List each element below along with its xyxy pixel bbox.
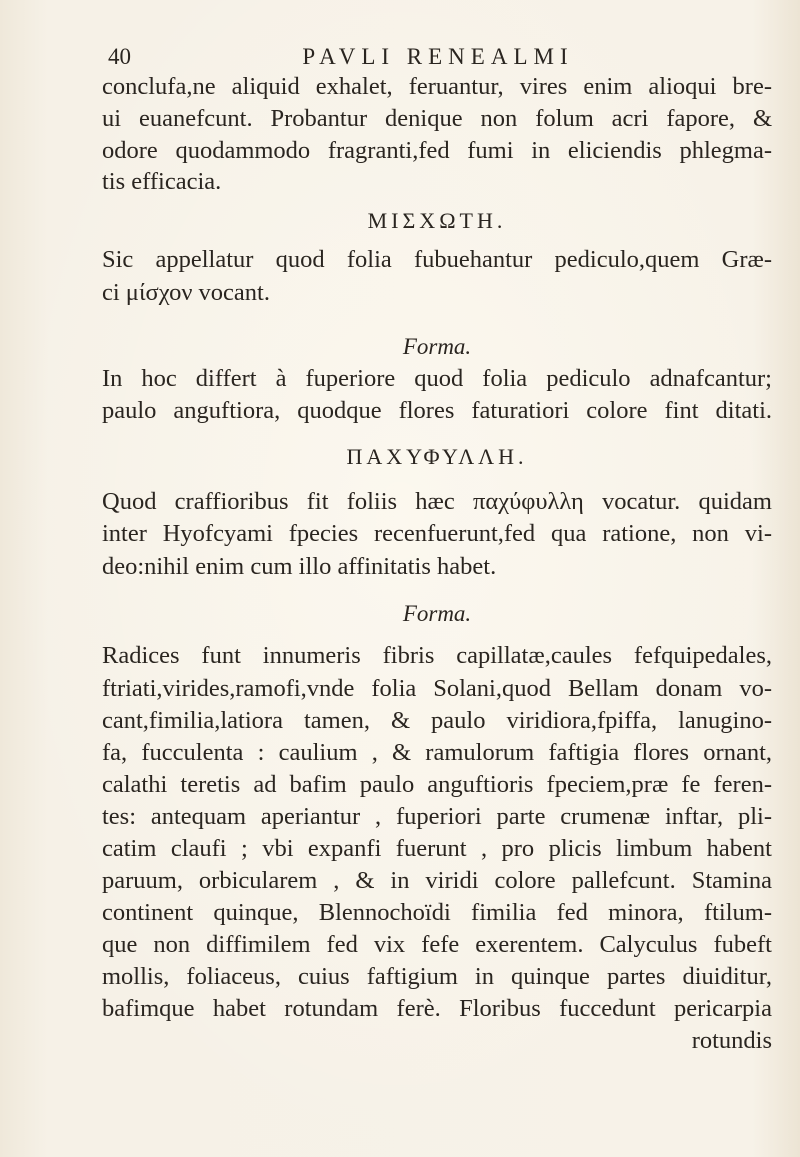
text-line: ui euanefcunt. Probantur denique non folum acri fapore, & [102, 105, 772, 132]
text-line: deo:nihil enim cum illo affinitatis habet. [102, 553, 497, 580]
text-line: In hoc differt à fuperiore quod folia pediculo adnafcantur; [102, 365, 772, 392]
text-line: paruum, orbicularem , & in viridi colore pallefcunt. Stamina [102, 867, 772, 894]
text-line: mollis, foliaceus, cuius faftigium in quinque partes diuiditur, [102, 963, 772, 990]
text-line: que non diffimilem fed vix fefe exerentem. Calyculus fubeft [102, 931, 772, 958]
section-heading: ΜΙΣΧΩΤΗ. [367, 208, 507, 233]
text-line: Quod craffioribus fit foliis hæc παχύφυλλη vocatur. quidam [102, 488, 772, 515]
page-number: 40 [108, 44, 131, 69]
text-line: ftriati,virides,ramofi,vnde folia Solani,quod Bellam donam vo- [102, 675, 772, 702]
page-header [108, 44, 768, 74]
text-line: tes: antequam aperiantur , fuperiori parte crumenæ inftar, pli- [102, 803, 772, 830]
subheading-forma: Forma. [402, 334, 472, 359]
text-line: tis efficacia. [102, 168, 222, 195]
text-line: bafimque habet rotundam ferè. Floribus fuccedunt pericarpia [102, 995, 772, 1022]
text-line: odore quodammodo fragranti,fed fumi in eliciendis phlegma- [102, 137, 772, 164]
text-line: fa, fucculenta : caulium , & ramulorum faftigia flores ornant, [102, 739, 772, 766]
text-line: continent quinque, Blennochoïdi fimilia fed minora, ftilum- [102, 899, 772, 926]
text-line: ci μίσχον vocant. [102, 279, 270, 306]
subheading-forma: Forma. [402, 601, 472, 626]
text-line: calathi teretis ad bafim paulo anguftioris fpeciem,præ fe feren- [102, 771, 772, 798]
text-line: catim claufi ; vbi expanfi fuerunt , pro plicis limbum habent [102, 835, 772, 862]
catchword: rotundis [691, 1027, 772, 1054]
text-line: Sic appellatur quod folia fubuehantur pediculo,quem Græ- [102, 246, 772, 273]
section-heading: ΠΑΧΥΦΥΛΛΗ. [346, 444, 528, 469]
running-title: PAVLI RENEALMI [302, 44, 574, 69]
text-line: Radices funt innumeris fibris capillatæ,caules fefquipedales, [102, 642, 772, 669]
text-line: inter Hyofcyami fpecies recenfuerunt,fed qua ratione, non vi- [102, 520, 772, 547]
text-line: cant,fimilia,latiora tamen, & paulo viridiora,fpiffa, lanugino- [102, 707, 772, 734]
text-line: paulo anguftiora, quodque flores faturatiori colore fint ditati. [102, 397, 772, 424]
text-line: conclufa,ne aliquid exhalet, feruantur, vires enim alioqui bre- [102, 73, 772, 100]
